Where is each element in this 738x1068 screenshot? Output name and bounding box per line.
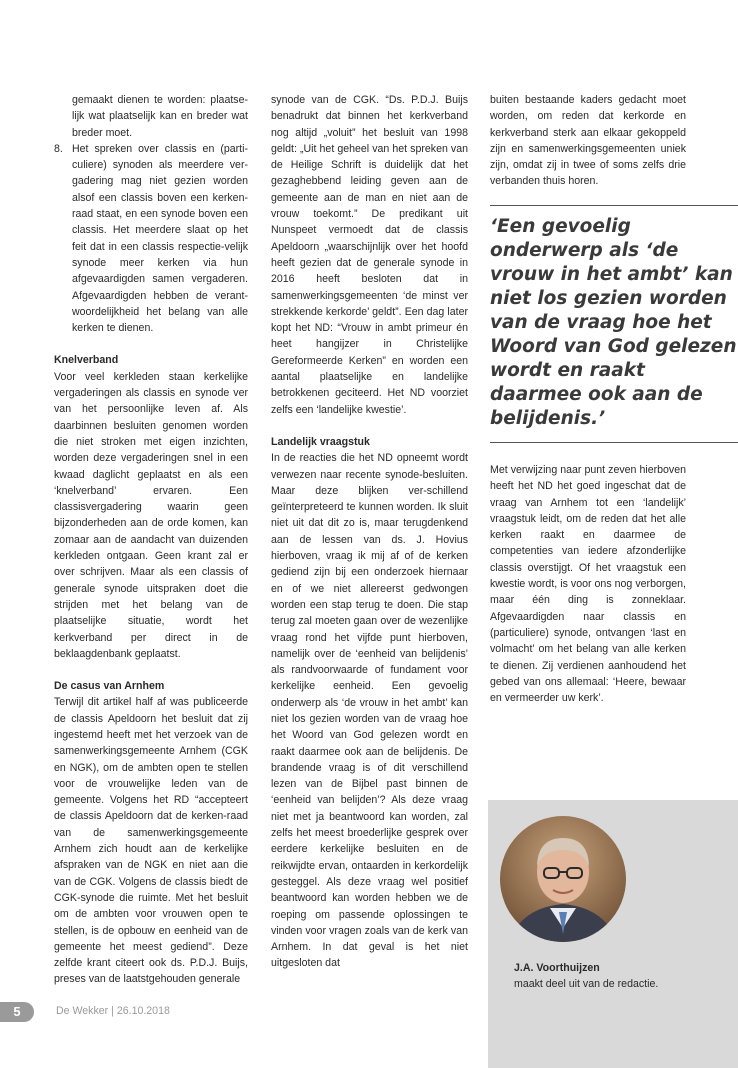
numbered-item-8 [54, 141, 248, 337]
article-column-2 [271, 92, 468, 972]
footer-publication: De Wekker | 26.10.2018 [56, 1005, 170, 1017]
article-column-1 [54, 92, 248, 988]
author-name: J.A. Voorthuijzen [514, 962, 600, 974]
section-heading-casus: De casus van Arnhem [54, 680, 165, 693]
page-footer [0, 1002, 400, 1022]
paragraph-synode: synode van de CGK. “Ds. P.D.J. Buijs benadrukt dat binnen het kerkverband nog altijd „voluit” het besluit van 1998 geldt: „Uit het geheel van het spreken van de Heilige Schrift is duidelijk dat het gezaghebbend leiding geven aan de gemeente aan de man en niet aan de vrouw toekomt.” De predikant uit Nunspeet vermoedt dat de classis Apeldoorn „waarschijnlijk over het hoofd heeft gezien dat de generale synode in 2016 heeft besloten dat in samenwerkingsgemeenten ‘de minst ver strekkende kerkorde’ geldt”. Een dag later kopt het ND: “Vrouw in ambt primeur én heet hangijzer in Christelijke Gereformeerde Kerken” en worden een aantal plaatselijke en landelijke betrokkenen geciteerd. Het ND voorziet zelfs een ‘landelijke kwestie’. [271, 94, 468, 416]
pull-quote-block [490, 205, 738, 443]
article-column-3-top [490, 92, 686, 190]
item-number: 8. [54, 142, 63, 155]
section-heading-landelijk: Landelijk vraagstuk [271, 435, 370, 448]
author-portrait-icon [500, 816, 626, 942]
paragraph-casus: Terwijl dit artikel half af was publiceerde de classis Apeldoorn het besluit dat zij ingestemd heeft met het verzoek van de samenwerkingsgemeente Arnhem (CGK en NGK), om de ambten open te stellen voor de vrouwelijke leden van de gemeente. Volgens het RD “accepteert de classis Apeldoorn dat de kerken-raad van de samenwerkingsgemeente Arnhem zich houdt aan de kerkelijke afspraken van de NGK en niet aan die van de CGK. Volgens de classis biedt de CGK-synode die ruimte. Met het besluit om de ambten voor vrouwen open te stellen, is de opbouw en eenheid van de gemeente het meest gediend”. Deze zelfde krant citeert ook ds. P.D.J. Buijs, preses van de laatstgehouden generale [54, 696, 248, 986]
author-role: maakt deel uit van de redactie. [514, 978, 659, 990]
page-number: 5 [0, 1002, 34, 1022]
item-text: Het spreken over classis en (parti-culiere) synoden als meerdere ver-gadering mag niet gezien worden alsof een classis boven een kerken-raad staat, en een synode boven een classis. Het meerdere slaat op het feit dat in een classis respectie-velijk synode meer kerken via hun afgevaardigden samen vergaderen. Afgevaardigden hebben de verant-woordelijkheid het belang van alle kerken te dienen. [72, 142, 248, 335]
article-column-3-bottom [490, 462, 686, 706]
pull-quote: ‘Een gevoelig onderwerp als ‘de vrouw in het ambt’ kan niet los gezien worden van de vraag hoe het Woord van God gelezen wordt en raakt daarmee ook aan de belijdenis.’ [490, 216, 737, 429]
section-heading-knelverband: Knelverband [54, 354, 119, 367]
paragraph-landelijk: In de reacties die het ND opneemt wordt verwezen naar recente synode-besluiten. Maar deze blijken ver-schillend geïnterpreteerd te kunnen worden. Ik sluit niet uit dat dit zo is, maar terugdenkend aan de lessen van ds. J. Hovius hierboven, vraag ik mij af of de kerken gediend zijn bij een onderzoek hiernaar en of we niet allereerst gedwongen worden een stap terug te doen. Die stap terug zal moeten gaan over de wezenlijke vraag rond het vijfde punt hierboven, namelijk over de ‘eenheid van belijdenis’ als randvoorwaarde of fundament voor kerkelijke eenheid. Een gevoelig onderwerp als ‘de vrouw in het ambt’ kan niet los gezien worden van de vraag hoe het Woord van God gelezen wordt en raakt daarmee ook aan de belijdenis. De brandende vraag is of dit verschillend lezen van de Bijbel past binnen de ‘eenheid van belijden’? Als deze vraag niet met ja beantwoord kan worden, zal zelfs het meest broederlijke gesprek over eerdere kerkelijke besluiten en de reikwijdte ervan, ontaarden in kerkordelijk gesteggel. Als deze vraag wel positief beantwoord kan worden hebben we de roeping om passende oplossingen te vinden voor vragen zoals van de kerk van Arnhem. In dat geval is het niet uitgesloten dat [271, 452, 468, 970]
paragraph-bottom: Met verwijzing naar punt zeven hierboven heeft het ND het goed ingeschat dat de vraag van Arnhem tot een ‘landelijk’ vraagstuk leidt, om de reden dat het alle kerken raakt en daarmee de competenties van iedere afzonderlijke classis overstijgt. Of het vraagstuk een kwestie wordt, is voor ons nog verborgen, maar één ding is zonneklaar. Afgevaardigden naar classis en (particuliere) synode, ontvangen ‘last en volmacht’ om het belang van alle kerken te dienen. Zij verdienen aanhoudend het gebed van ons allemaal: ‘Heere, bewaar en vermeerder uw kerk’. [490, 464, 686, 705]
paragraph-knelverband: Voor veel kerkleden staan kerkelijke vergaderingen als classis en synode ver van het persoonlijke leven af. Als daarbinnen besluiten genomen worden die niet stroken met eigen inzichten, worden deze vergaderingen snel in een kwaad daglicht geplaatst en als een ‘knelverband’ ervaren. Een classisvergadering waarin geen bijzonderheden aan de orde komen, kan zomaar aan de aandacht van duizenden kerkleden ontgaan. Geen krant zal er over schrijven. Maar als een classis of generale synode uitspraken doet die strijden met het belang van de plaatselijke situatie, wordt het kerkverband per direct in de beklaagdenbank geplaatst. [54, 370, 248, 660]
author-photo [500, 816, 626, 942]
paragraph-top: buiten bestaande kaders gedacht moet worden, om reden dat kerkorde en kerkverband sterk aan elkaar gekoppeld zijn en samenwerkingsgemeenten uniek zijn, omdat zij in twee of soms zelfs drie verbanden thuis horen. [490, 94, 686, 188]
paragraph-continuation: gemaakt dienen te worden: plaatse-lijk wat plaatselijk kan en breder wat breder moet. [72, 94, 248, 139]
